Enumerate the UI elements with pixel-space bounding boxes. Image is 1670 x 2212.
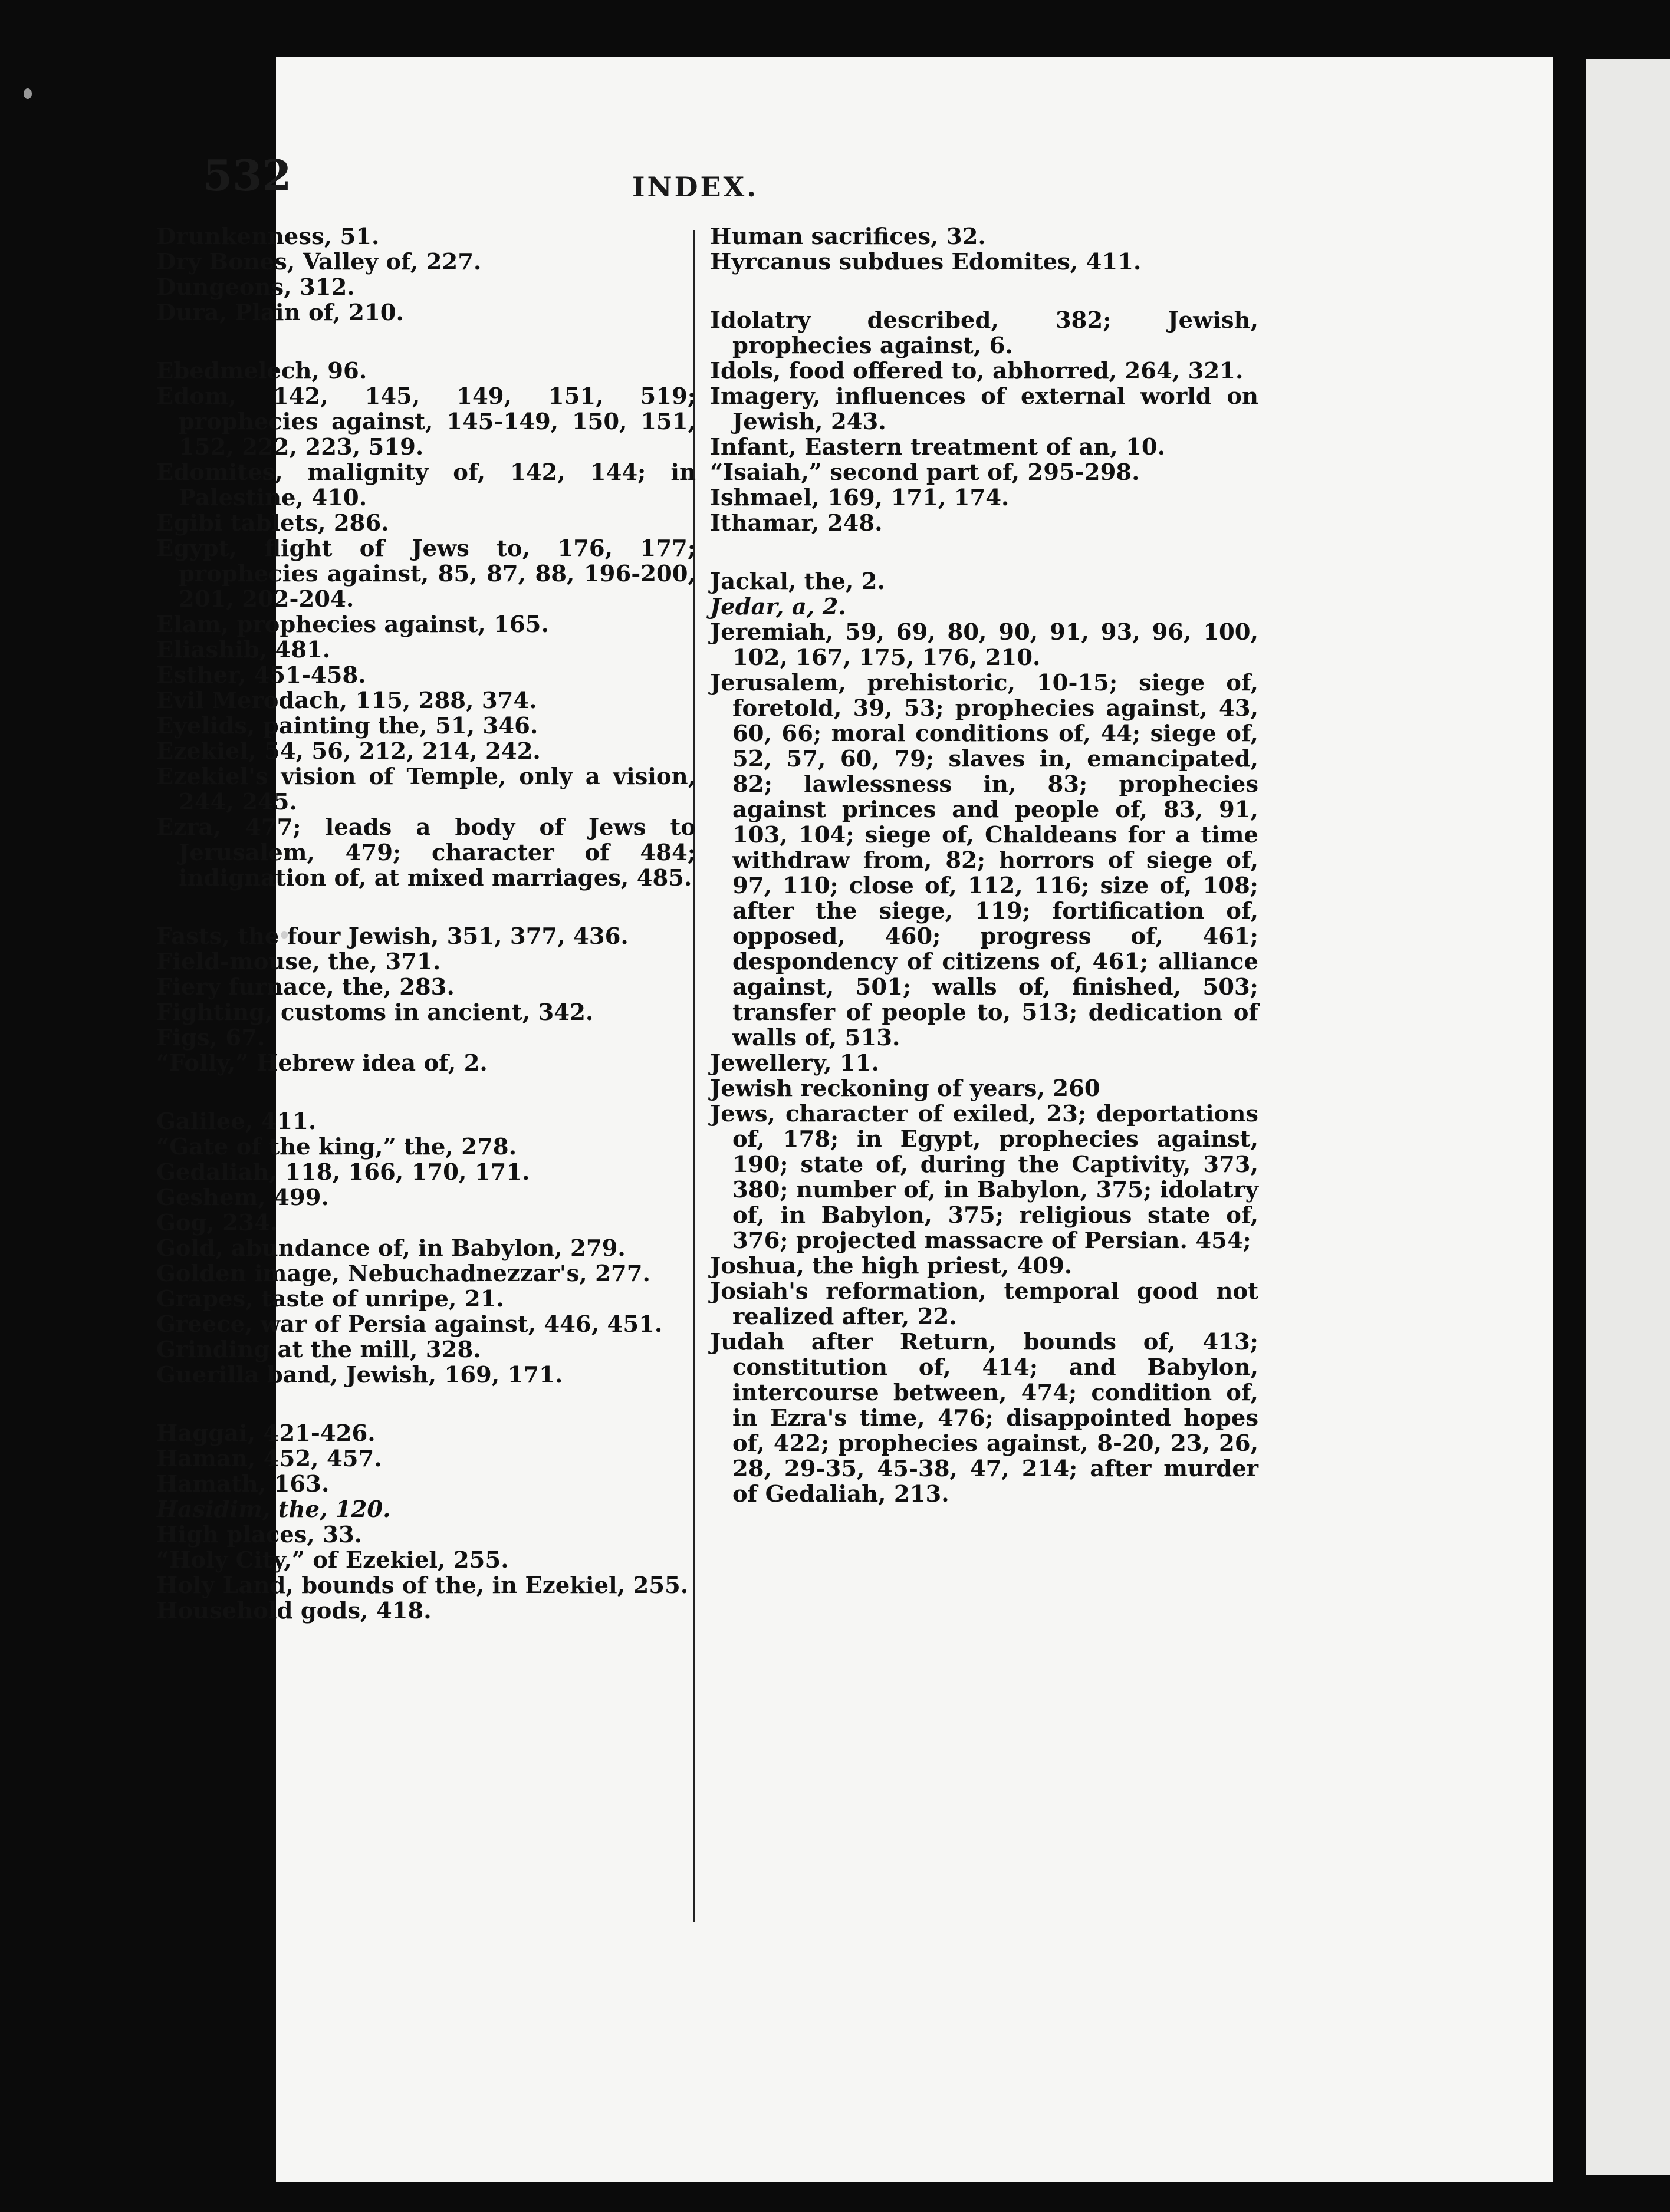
index-entry: Jeremiah, 59, 69, 80, 90, 91, 93, 96, 100, 102, 167, 175, 176, 210.: [710, 619, 1258, 671]
index-entry: Greece, war of Persia against, 446, 451.: [156, 1311, 663, 1338]
index-entry: Ezekiel, 54, 56, 212, 214, 242.: [156, 738, 541, 765]
index-entry: Jedar, a, 2.: [710, 594, 846, 620]
index-entry: Idols, food offered to, abhorred, 264, 321.: [710, 358, 1244, 384]
index-entry: Human sacrifices, 32.: [710, 223, 986, 250]
index-entry: Ezra, 477; leads a body of Jews to Jerusalem, 479; character of 484; indignation of, at mixed marriages, 485.: [156, 814, 696, 891]
index-entry: Judah after Return, bounds of, 413; constitution of, 414; and Babylon, intercourse between, 474; condition of, in Ezra's time, 476; disappointed hopes of, 422; prophecies against, 8-20, 23, 26, 28, 29-35, 45-38, 47, 214; after murder of Gedaliah, 213.: [710, 1329, 1258, 1507]
index-entry: Holy Land, bounds of the, in Ezekiel, 255.: [156, 1572, 689, 1599]
index-entry: Household gods, 418.: [156, 1598, 432, 1624]
index-entry: Fasts, the four Jewish, 351, 377, 436.: [156, 923, 629, 950]
index-entry: Gedaliah, 118, 166, 170, 171.: [156, 1159, 530, 1186]
index-entry: Fiery furnace, the, 283.: [156, 974, 455, 1000]
index-entry: Idolatry described, 382; Jewish, prophecies against, 6.: [710, 307, 1258, 359]
index-entry: “Holy City,” of Ezekiel, 255.: [156, 1547, 509, 1574]
index-entry: Evil Merodach, 115, 288, 374.: [156, 687, 537, 714]
index-group-e: [156, 358, 696, 891]
index-entry: Edomites, malignity of, 142, 144; in Palestine, 410.: [156, 459, 696, 511]
index-entry: Field-mouse, the, 371.: [156, 949, 441, 975]
index-group-j: [710, 569, 1258, 1507]
index-entry: Galilee, 411.: [156, 1108, 317, 1135]
index-entry: Grinding at the mill, 328.: [156, 1337, 481, 1363]
running-head: INDEX.: [632, 171, 759, 203]
index-entry: Jewellery, 11.: [710, 1050, 879, 1077]
index-column-left: [156, 224, 696, 1657]
index-entry: Jews, character of exiled, 23; deportations of, 178; in Egypt, prophecies against, 190; state of, during the Captivity, 373, 380; number of, in Babylon, 375; idolatry of, in Babylon, 375; religious state of, 376; projected massacre of Persian. 454;: [710, 1101, 1258, 1254]
index-entry: Dungeons, 312.: [156, 274, 355, 301]
index-entry: Joshua, the high priest, 409.: [710, 1253, 1073, 1279]
index-entry: Dura, Plain of, 210.: [156, 299, 404, 326]
index-entry: “Folly,” Hebrew idea of, 2.: [156, 1050, 488, 1077]
index-entry: Dry Bones, Valley of, 227.: [156, 249, 482, 275]
index-entry: Geshem, 499.: [156, 1184, 329, 1211]
page-number: 532: [203, 150, 292, 200]
index-group-d: [156, 224, 696, 325]
index-entry: Haggai, 421-426.: [156, 1420, 376, 1447]
index-column-right: [710, 224, 1258, 1540]
index-entry: Josiah's reformation, temporal good not realized after, 22.: [710, 1278, 1258, 1330]
index-entry: Jerusalem, prehistoric, 10-15; siege of, foretold, 39, 53; prophecies against, 43, 60, 66; moral conditions of, 44; siege of, 52, 57, 60, 79; slaves in, emancipated, 82; lawlessness in, 83; prophecies against princes and people of, 83, 91, 103, 104; siege of, Chaldeans for a time withdraw from, 82; horrors of siege of, 97, 110; close of, 112, 116; size of, 108; after the siege, 119; fortification of, opposed, 460; progress of, 461; despondency of citizens of, 461; alliance against, 501; walls of, finished, 503; transfer of people to, 513; dedication of walls of, 513.: [710, 670, 1258, 1051]
index-entry: High places, 33.: [156, 1522, 363, 1548]
index-entry: Hasidim, the, 120.: [156, 1496, 391, 1523]
index-entry: Jewish reckoning of years, 260: [710, 1075, 1100, 1102]
index-group-h-cont: [710, 224, 1258, 275]
index-entry: Egypt, flight of Jews to, 176, 177; prophecies against, 85, 87, 88, 196-200, 201, 202-204.: [156, 535, 696, 613]
index-entry: “Isaiah,” second part of, 295-298.: [710, 459, 1140, 486]
index-entry: Edom, 142, 145, 149, 151, 519; prophecies against, 145-149, 150, 151, 152, 222, 223, 519.: [156, 383, 696, 460]
index-entry: Infant, Eastern treatment of an, 10.: [710, 434, 1166, 460]
index-entry: Ishmael, 169, 171, 174.: [710, 485, 1010, 511]
index-entry: “Gate of the king,” the, 278.: [156, 1134, 517, 1160]
next-page-edge: [1586, 59, 1670, 2175]
index-entry: Imagery, influences of external world on Jewish, 243.: [710, 383, 1258, 435]
index-entry: Gold, abundance of, in Babylon, 279.: [156, 1235, 626, 1262]
index-entry: Jackal, the, 2.: [710, 568, 885, 595]
margin-speck: [24, 88, 32, 99]
index-entry: Ithamar, 248.: [710, 510, 883, 536]
index-entry: Esther, 451-458.: [156, 662, 366, 689]
index-group-i: [710, 308, 1258, 536]
index-entry: Hamath, 163.: [156, 1471, 330, 1497]
index-entry: Eliashib, 481.: [156, 637, 331, 663]
index-entry: Fighting, customs in ancient, 342.: [156, 999, 594, 1026]
index-entry: Hyrcanus subdues Edomites, 411.: [710, 249, 1142, 275]
index-entry: Gog, 234.: [156, 1210, 278, 1236]
index-entry: Egibi tablets, 286.: [156, 510, 389, 536]
index-entry: Ezekiel's vision of Temple, only a vision, 244, 245.: [156, 763, 696, 815]
index-entry: Haman, 452, 457.: [156, 1446, 382, 1472]
index-group-f: [156, 924, 696, 1076]
index-entry: Grapes, taste of unripe, 21.: [156, 1286, 504, 1312]
index-entry: Guerilla band, Jewish, 169, 171.: [156, 1362, 563, 1388]
index-entry: Drunkenness, 51.: [156, 223, 380, 250]
index-entry: Ebedmelech, 96.: [156, 358, 367, 384]
index-entry: Golden image, Nebuchadnezzar's, 277.: [156, 1260, 650, 1287]
index-entry: Figs, 67.: [156, 1025, 265, 1051]
index-group-h: [156, 1421, 696, 1624]
index-entry: Eyelids, painting the, 51, 346.: [156, 713, 538, 739]
index-group-g: [156, 1109, 696, 1388]
index-entry: Elam, prophecies against, 165.: [156, 611, 549, 638]
